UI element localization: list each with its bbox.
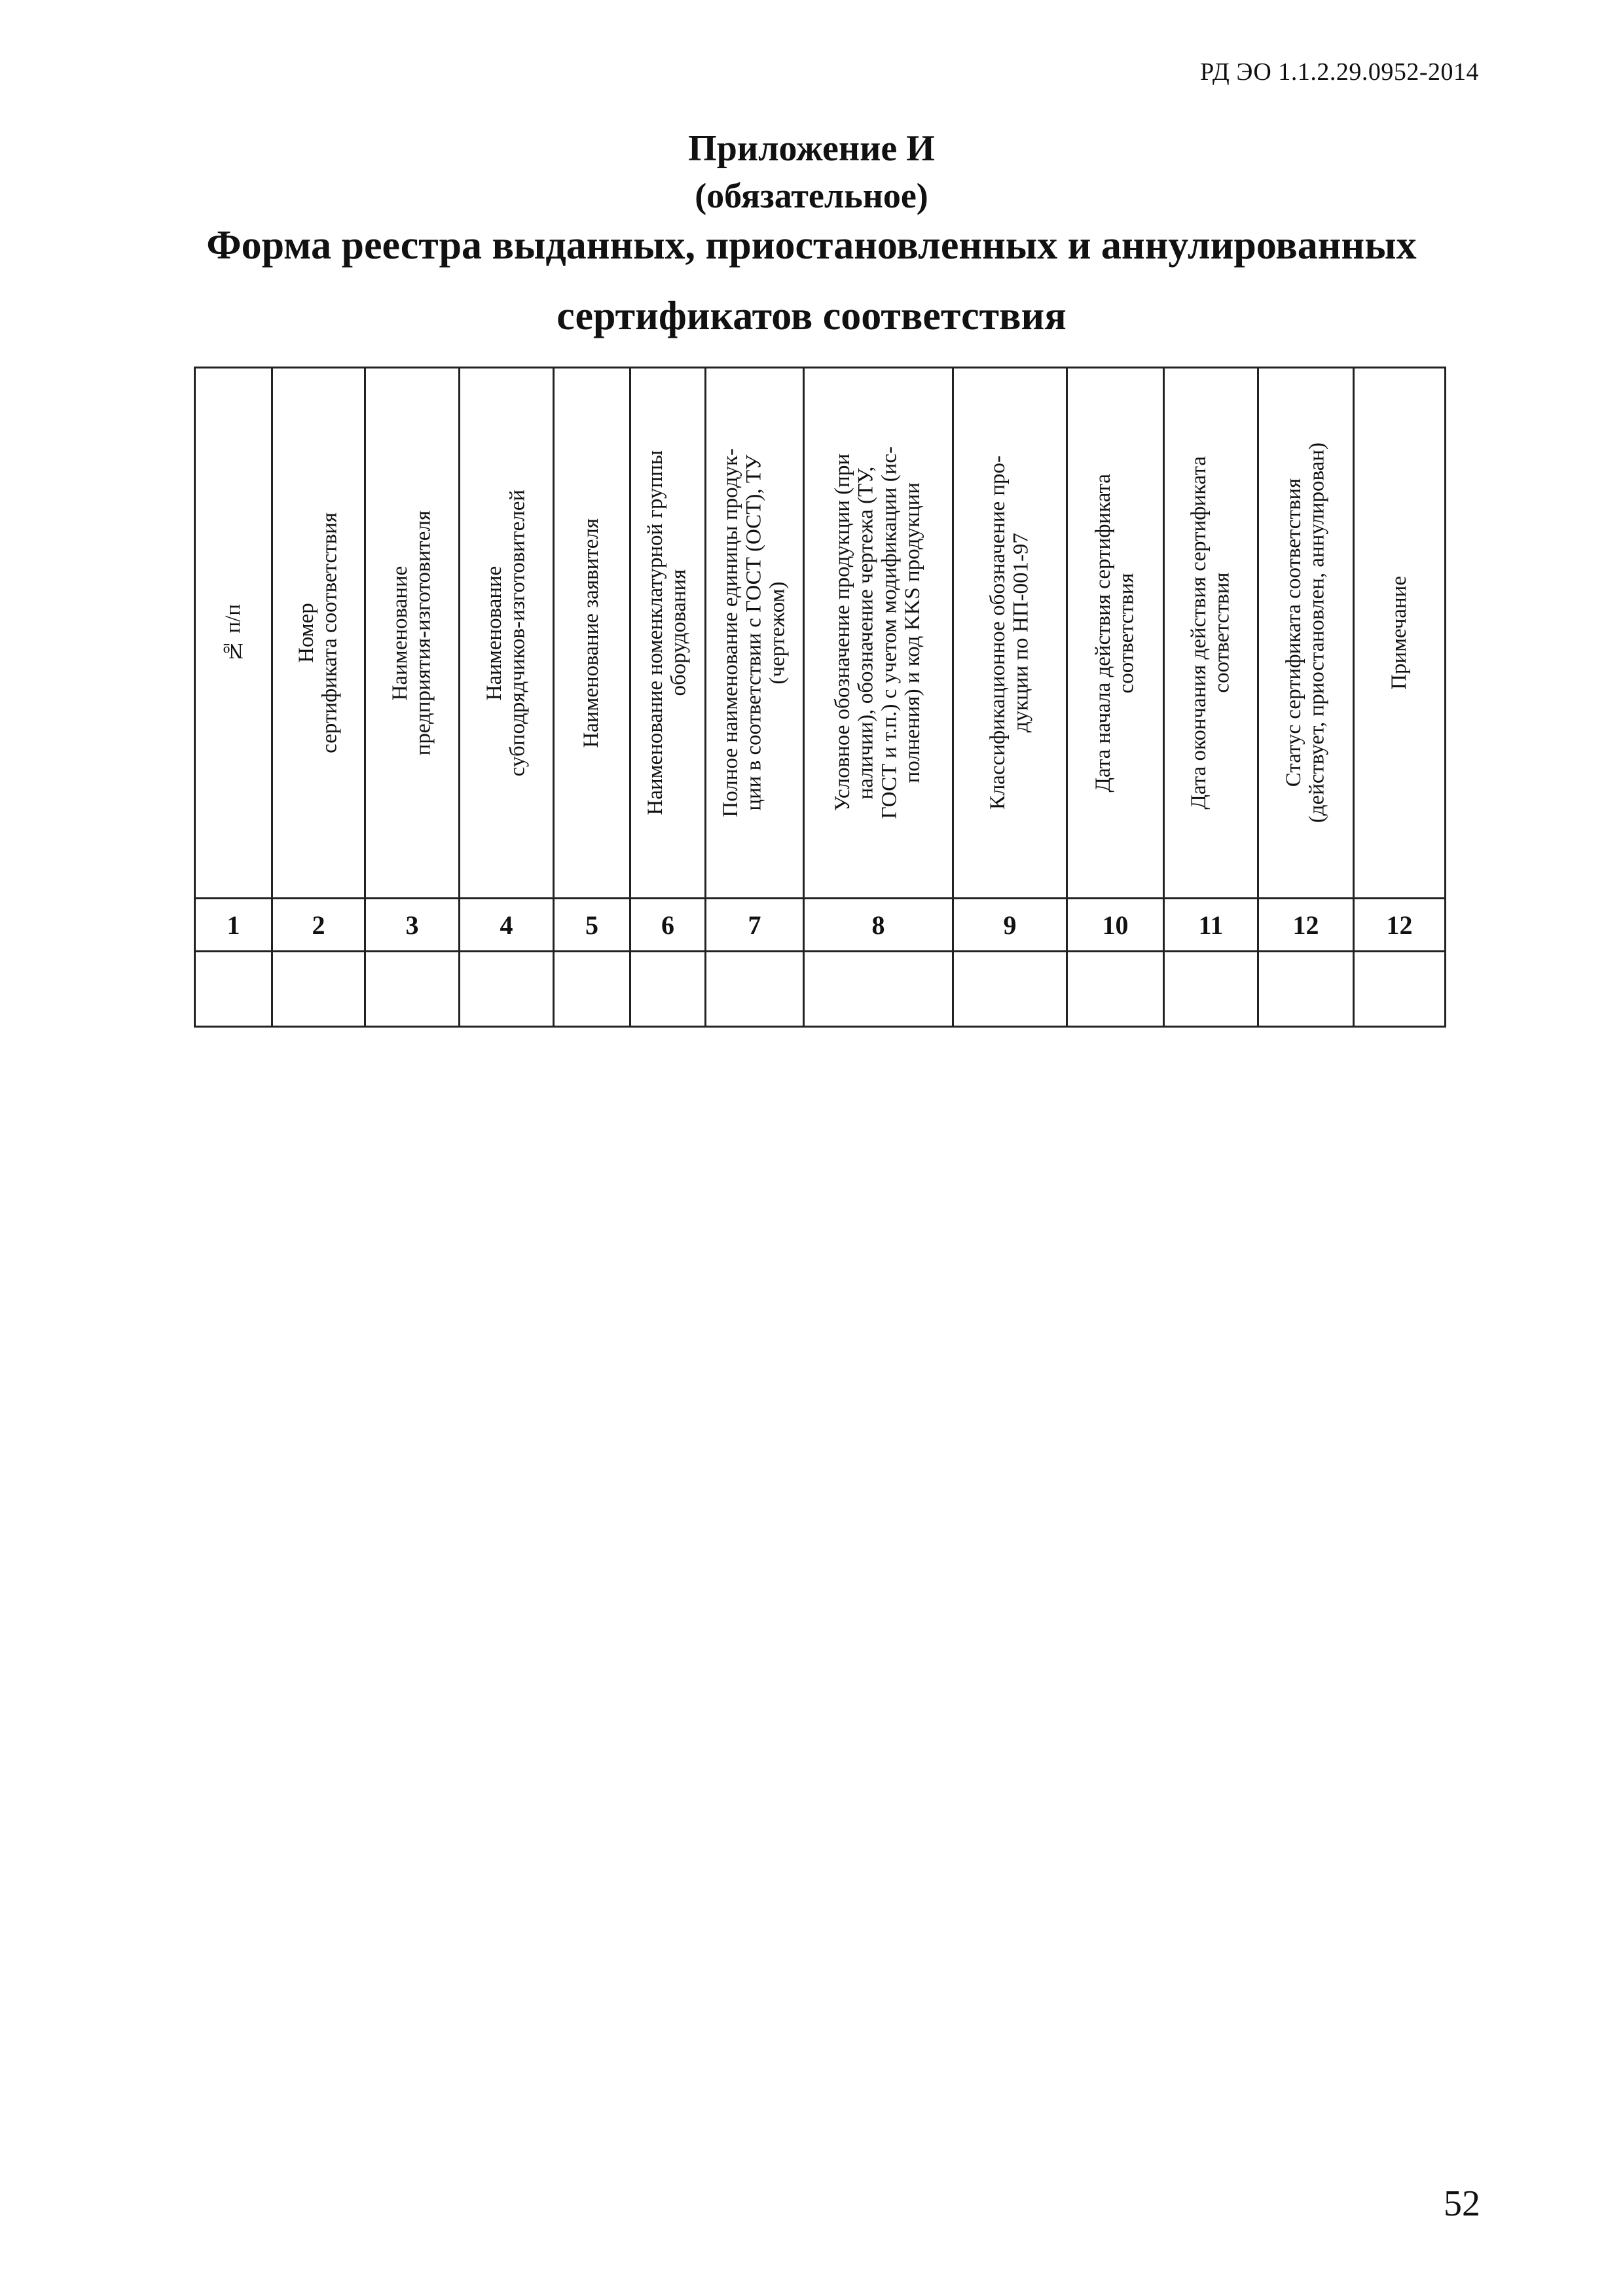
column-header-2: Номер сертификата соответствия: [294, 512, 342, 753]
empty-cell: [953, 952, 1067, 1027]
empty-cell: [706, 952, 804, 1027]
header-cell: [1258, 368, 1354, 899]
empty-data-row: [195, 952, 1446, 1027]
empty-cell: [1164, 952, 1258, 1027]
column-header-4: Наименование субподрядчиков-изготовителей: [482, 489, 530, 777]
header-cell: [195, 368, 272, 899]
empty-cell: [1354, 952, 1446, 1027]
column-number: 11: [1164, 899, 1258, 952]
empty-cell: [272, 952, 365, 1027]
column-header-9: Классификационное обозначение про- дукции по НП-001-97: [985, 456, 1033, 810]
column-header-11: Дата окончания действия сертификата соответствия: [1186, 456, 1234, 810]
annex-title: Приложение И: [688, 128, 935, 169]
page-number: 52: [1444, 2183, 1480, 2224]
header-cell: [953, 368, 1067, 899]
empty-cell: [804, 952, 953, 1027]
column-number: 8: [804, 899, 953, 952]
column-header-7: Полное наименование единицы продук- ции в соответствии с ГОСТ (ОСТ), ТУ (чертежом): [719, 448, 790, 817]
header-cell: [804, 368, 953, 899]
column-header-6: Наименование номенклатурной группы оборудования: [644, 450, 691, 816]
column-number-row: [195, 899, 1446, 952]
column-number: 3: [365, 899, 460, 952]
column-header-5: Наименование заявителя: [579, 518, 604, 748]
column-number: 1: [195, 899, 272, 952]
header-cell: [365, 368, 460, 899]
column-header-8: Условное обозначение продукции (при наличии), обозначение чертежа (ТУ, ГОСТ и т.п.) с учетом модификации (ис- полнения) и код KKS продукции: [831, 446, 925, 819]
empty-cell: [1067, 952, 1164, 1027]
column-header-12: Статус сертификата соответствия (действует, приостановлен, аннулирован): [1281, 442, 1329, 823]
column-number: 9: [953, 899, 1067, 952]
form-title-line-1: Форма реестра выданных, приостановленных и аннулированных: [206, 223, 1417, 268]
header-cell: [1354, 368, 1446, 899]
annex-type: (обязательное): [695, 176, 928, 215]
empty-cell: [460, 952, 554, 1027]
header-cell: [1067, 368, 1164, 899]
empty-cell: [195, 952, 272, 1027]
header-cell: [706, 368, 804, 899]
column-number: 7: [706, 899, 804, 952]
header-cell: [272, 368, 365, 899]
empty-cell: [1258, 952, 1354, 1027]
table-header-row: [195, 368, 1446, 899]
column-number: 5: [554, 899, 630, 952]
form-title-line-2: сертификатов соответствия: [556, 294, 1067, 338]
header-cell: [460, 368, 554, 899]
header-cell: [1164, 368, 1258, 899]
empty-cell: [365, 952, 460, 1027]
column-header-1: № п/п: [221, 603, 245, 662]
column-number: 10: [1067, 899, 1164, 952]
empty-cell: [630, 952, 706, 1027]
column-header-10: Дата начала действия сертификата соответствия: [1091, 473, 1139, 793]
column-number: 4: [460, 899, 554, 952]
column-number: 12: [1354, 899, 1446, 952]
document-code: РД ЭО 1.1.2.29.0952-2014: [1200, 58, 1479, 86]
empty-cell: [554, 952, 630, 1027]
column-header-3: Наименование предприятия-изготовителя: [388, 510, 435, 756]
column-number: 2: [272, 899, 365, 952]
column-number: 6: [630, 899, 706, 952]
column-number: 12: [1258, 899, 1354, 952]
registry-table: [194, 367, 1446, 1028]
header-cell: [630, 368, 706, 899]
header-cell: [554, 368, 630, 899]
column-header-13: Примечание: [1387, 576, 1411, 690]
